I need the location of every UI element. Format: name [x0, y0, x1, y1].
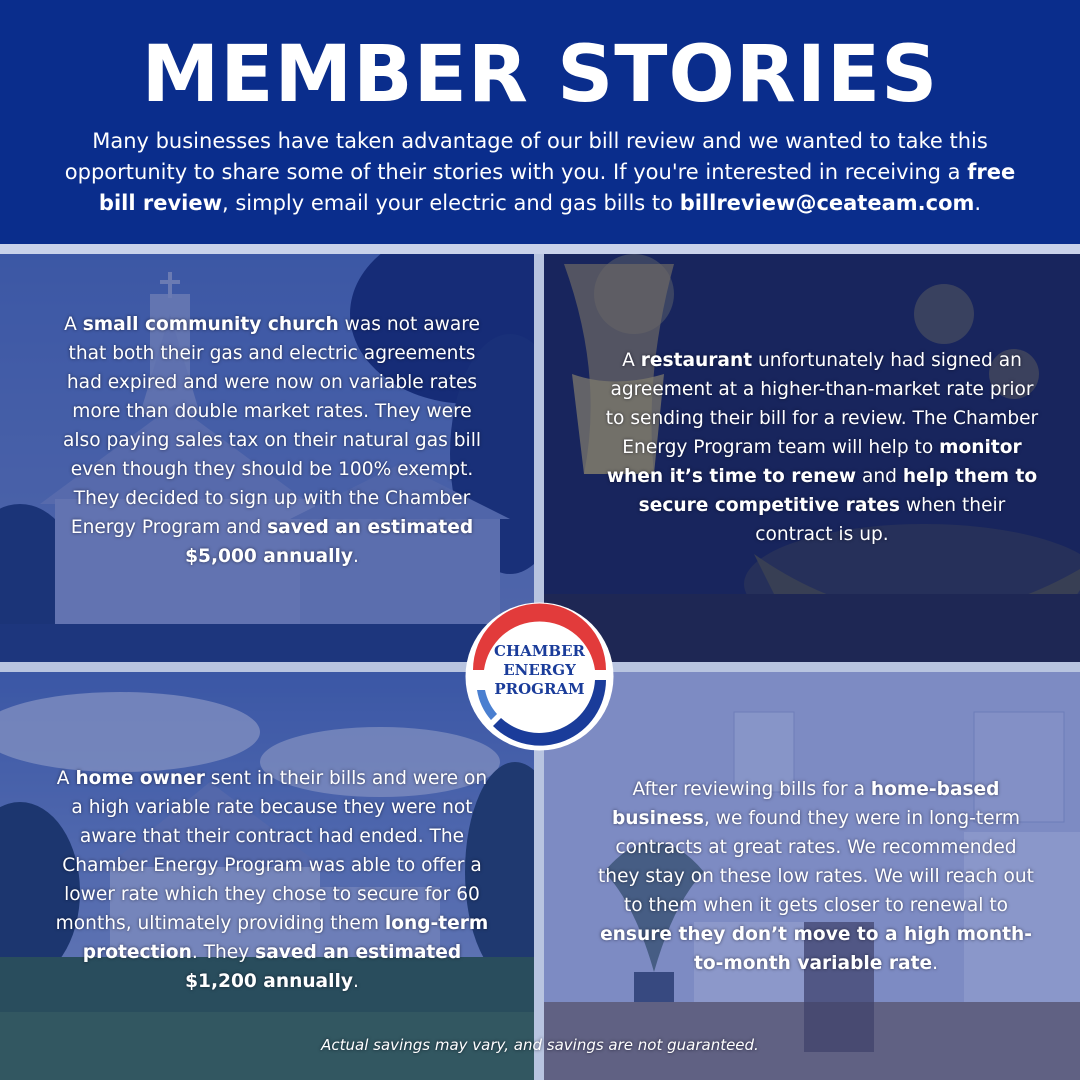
church-b1: small community church [82, 314, 339, 335]
story-homeowner-text [52, 764, 492, 996]
story-restaurant-text [602, 346, 1042, 549]
restaurant-b3: help them to secure competitive rates [638, 466, 1038, 516]
homebusiness-t3: . [932, 953, 939, 974]
restaurant-t1: A [622, 350, 641, 371]
restaurant-t2: unfortunately had signed an agreement at a higher-than-market rate prior to sending their bill for a review. The Chamber Energy Program team will help to [605, 350, 1039, 458]
homeowner-b1: home owner [75, 768, 205, 789]
church-t2: was not aware that both their gas and electric agreements had expired and were now on variable rates more than double market rates. They were also paying sales tax on their natural gas bill even though they should be 100% exempt. They decided to sign up with the Chamber Energy Program and [62, 314, 482, 538]
story-homebusiness-text [596, 775, 1036, 978]
homebusiness-b1: home-based business [611, 779, 1000, 829]
restaurant-t4: when their contract is up. [755, 495, 1006, 545]
restaurant-b2: monitor when it’s time to renew [606, 437, 1022, 487]
homeowner-t3: . They [191, 942, 256, 963]
church-t3: . [352, 546, 359, 567]
homeowner-t2: sent in their bills and were on a high variable rate because they were not aware that their contract had ended. The Chamber Energy Program was able to offer a lower rate which they chose to secure for 60 months, ultimately providing them [55, 768, 488, 934]
intro-part1: Many businesses have taken advantage of our bill review and we wanted to take this opportunity to share some of their stories with you. If you're interested in receiving a [64, 129, 988, 184]
story-panel-homebusiness [544, 672, 1080, 1080]
homebusiness-b2: ensure they don’t move to a high month-to-month variable rate [600, 924, 1032, 974]
chamber-energy-program-logo [463, 600, 616, 753]
logo-text [463, 642, 616, 699]
church-t1: A [64, 314, 83, 335]
church-b2: saved an estimated $5,000 annually [185, 517, 474, 567]
homeowner-t1: A [56, 768, 76, 789]
logo-line2: ENERGY [503, 661, 576, 679]
story-church-text [52, 310, 492, 571]
restaurant-b1: restaurant [640, 350, 753, 371]
homebusiness-t2: , we found they were in long-term contracts at great rates. We recommended they stay on these low rates. We will reach out to them when it gets closer to renewal to [598, 808, 1034, 916]
homeowner-t4: . [352, 971, 359, 992]
intro-text [60, 126, 1020, 219]
intro-part3: . [974, 191, 982, 215]
disclaimer-text: Actual savings may vary, and savings are not guaranteed. [321, 1036, 759, 1054]
page-title: MEMBER STORIES [141, 30, 939, 120]
intro-bold-free-bill-review: free bill review [98, 160, 1016, 215]
logo-line3: PROGRAM [494, 680, 585, 698]
homeowner-b3: saved an estimated $1,200 annually [185, 942, 462, 992]
homebusiness-t1: After reviewing bills for a [632, 779, 871, 800]
header-divider [0, 244, 1080, 254]
logo-line1: CHAMBER [494, 642, 585, 660]
header-banner [0, 0, 1080, 244]
restaurant-t3: and [856, 466, 903, 487]
story-panel-restaurant [544, 254, 1080, 662]
story-panel-homeowner [0, 672, 534, 1080]
intro-part2: , simply email your electric and gas bills to [222, 191, 680, 215]
intro-email[interactable]: billreview@ceateam.com [679, 191, 975, 215]
homeowner-b2: long-term protection [82, 913, 489, 963]
story-panel-church [0, 254, 534, 662]
